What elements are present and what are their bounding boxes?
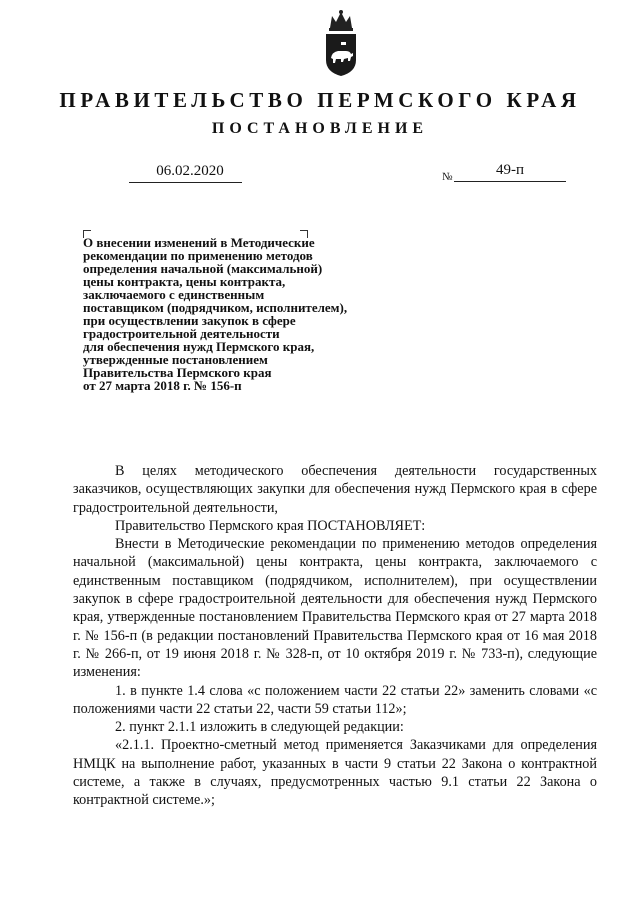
paragraph-item-2-text: «2.1.1. Проектно-сметный метод применяется Заказчиками для определения НМЦК на выполнение работ, указанных в части 9 статьи 22 Закона о контрактной системе, а также в случаях, предусмотренных частью 9.1 статьи 22 Закона о контрактной системе.»; [73, 737, 597, 809]
document-date: 06.02.2020 [156, 163, 224, 179]
subject-line: рекомендации по применению методов [83, 248, 313, 263]
subject-line: от 27 марта 2018 г. № 156-п [83, 378, 242, 393]
subject-line: цены контракта, цены контракта, [83, 274, 286, 289]
document-body [73, 462, 597, 810]
subject-line: заключаемого с единственным [83, 287, 265, 302]
number-underline [454, 181, 566, 182]
paragraph-amendments: Внести в Методические рекомендации по применению методов определения начальной (максимальной) цены контракта, цены контракта, заключаемого с единственным поставщиком (подрядчиком, исполнителем), при осуществлении закупок в сфере градостроительной деятельности для обеспечения нужд Пермского края, утвержденные постановлением Правительства Пермского края от 27 марта 2018 г. № 156-п (в редакции постановлений Правительства Пермского края от 16 мая 2018 г. № 266-п, от 19 июня 2018 г. № 328-п, от 10 октября 2019 г. № 733-п), следующие изменения: [73, 536, 597, 681]
paragraph-resolves: Правительство Пермского края ПОСТАНОВЛЯЕТ: [115, 517, 426, 534]
paragraph-item-1: 1. в пункте 1.4 слова «с положением части 22 статьи 22» заменить словами «с положениями части 22 статьи 22, части 59 статьи 112»; [73, 682, 597, 717]
coat-of-arms-icon [322, 8, 360, 78]
subject-line: Правительства Пермского края [83, 365, 272, 380]
subject-line: О внесении изменений в Методические [83, 235, 315, 250]
document-number: 49-п [495, 162, 525, 178]
date-underline [129, 182, 242, 183]
subject-line: при осуществлении закупок в сфере [83, 313, 296, 328]
government-title: ПРАВИТЕЛЬСТВО ПЕРМСКОГО КРАЯ [59, 88, 581, 112]
document-type: ПОСТАНОВЛЕНИЕ [211, 120, 429, 137]
subject-line: поставщиком (подрядчиком, исполнителем), [83, 300, 348, 315]
subject-line: утвержденные постановлением [83, 352, 268, 367]
subject-heading [83, 236, 413, 392]
subject-line: градостроительной деятельности [83, 326, 280, 341]
number-sign: № [442, 171, 453, 183]
subject-line: для обеспечения нужд Пермского края, [83, 339, 315, 354]
subject-line: определения начальной (максимальной) [83, 261, 323, 276]
paragraph-preamble: В целях методического обеспечения деятельности государственных заказчиков, осуществляющих закупки для обеспечения нужд Пермского края в сфере градостроительной деятельности, [73, 463, 597, 516]
paragraph-item-2: 2. пункт 2.1.1 изложить в следующей редакции: [115, 719, 404, 736]
